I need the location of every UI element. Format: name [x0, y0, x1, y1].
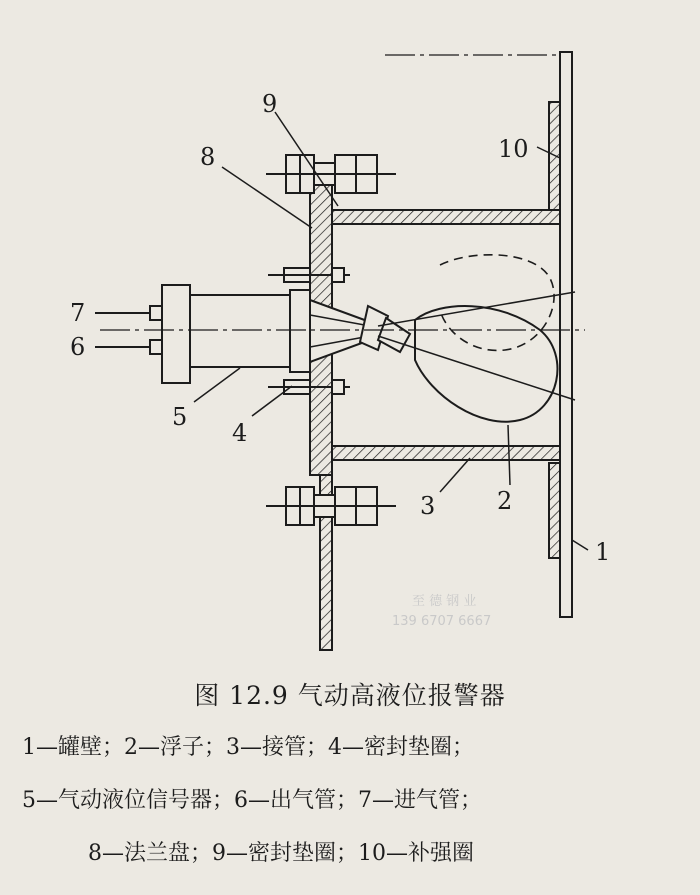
- label-2: 2: [497, 487, 513, 515]
- small-bolt-upper: [268, 268, 350, 282]
- float-arm-lower: [378, 336, 575, 400]
- watermark-name: 至 德 钢 业: [412, 594, 477, 609]
- reinforcement-ring-lower: [549, 463, 560, 558]
- label-7: 7: [70, 299, 86, 327]
- label-3: 3: [420, 492, 436, 520]
- label-1: 1: [595, 538, 611, 566]
- float-raised-dashed: [440, 255, 554, 351]
- nozzle-pipe-bottom-wall: [332, 446, 560, 460]
- figure-caption: 图 12.9 气动高液位报警器: [194, 681, 506, 710]
- legend-line-1: 1—罐壁；2—浮子；3—接管；4—密封垫圈；: [22, 735, 474, 760]
- small-bolt-lower: [268, 380, 350, 394]
- tank-wall: [560, 52, 572, 617]
- float-solid: [415, 306, 557, 422]
- label-8: 8: [200, 143, 216, 171]
- legend-line-2: 5—气动液位信号器；6—出气管；7—进气管；: [22, 788, 482, 813]
- nozzle-pipe-top-wall: [332, 210, 560, 224]
- conical-linkage: [310, 300, 410, 362]
- label-9: 9: [262, 90, 278, 118]
- watermark-phone: 139 6707 6667: [392, 614, 492, 629]
- label-6: 6: [70, 333, 86, 361]
- label-4: 4: [232, 419, 248, 447]
- pneumatic-level-signaller: [150, 285, 290, 383]
- label-10: 10: [498, 135, 529, 163]
- label-5: 5: [172, 403, 188, 431]
- float-arm-raised: [378, 292, 575, 326]
- legend-line-3: 8—法兰盘；9—密封垫圈；10—补强圈: [88, 841, 474, 866]
- sealing-gasket-4: [290, 290, 310, 372]
